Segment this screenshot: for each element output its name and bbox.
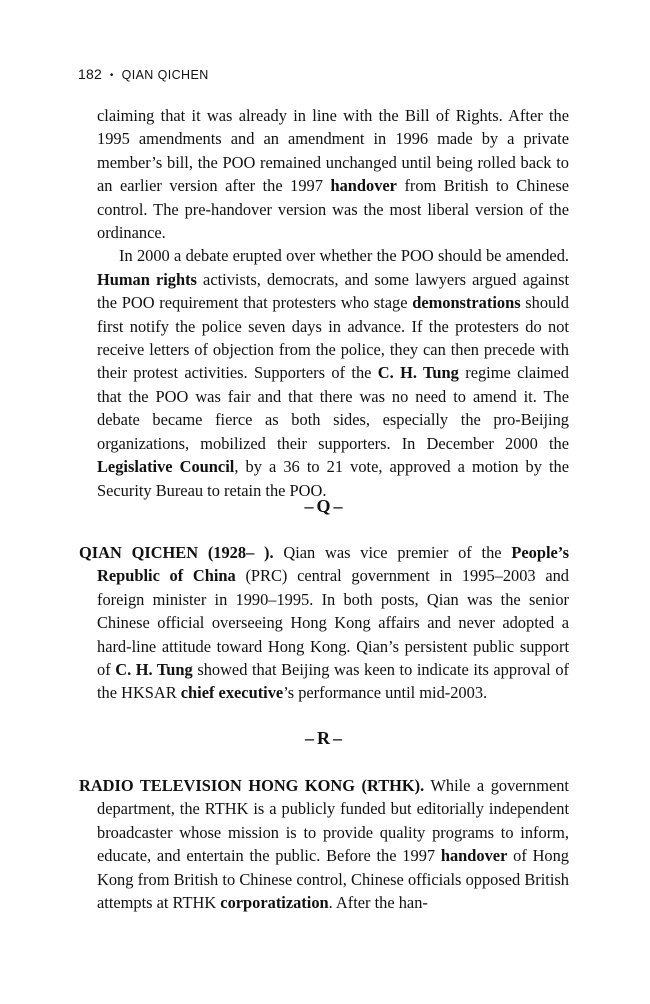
cross-reference: handover: [440, 846, 508, 866]
text-run: showed that Beijing was keen to indicate its approval of the HKSAR: [97, 660, 569, 703]
cross-reference: chief executive: [180, 683, 284, 703]
text-run: While a government department, the RTHK is a publicly funded but editorially independent broadcaster whose mission is to provide quality programs to inform, educate, and entertain the public. Before the 1997: [97, 776, 569, 866]
text-run: should first notify the police seven days in advance. If the protesters do not receive letters of objection from the police, they can then precede with their protest activities. Supporters of the: [97, 293, 570, 383]
text-run: activists, democrats, and some lawyers argued against the POO requirement that protesters who stage: [97, 269, 570, 313]
page-number: 182: [78, 66, 102, 82]
text-run: . After the han-: [328, 893, 428, 913]
text-run: from British to Chinese control. The pre-handover version was the most liberal version of the ordinance.: [97, 176, 570, 243]
section-divider-r: –R–: [305, 728, 345, 748]
paragraph: [79, 541, 569, 705]
paragraph: [97, 244, 569, 501]
text-run: (PRC) central government in 1995–2003 and foreign minister in 1990–1995. In both posts, Qian was the senior Chinese official overseeing Hong Kong affairs and never adopted a hard-line attitude toward Hong Kong. Qian’s persistent public support of: [97, 566, 569, 680]
text-run: In 2000 a debate erupted over whether the POO should be amended.: [119, 246, 569, 266]
text-run: of Hong Kong from British to Chinese control, Chinese officials opposed British attempts at RTHK: [97, 846, 569, 913]
entry-headword: RADIO TELEVISION HONG KONG (RTHK).: [79, 776, 425, 795]
cross-reference: C. H. Tung: [377, 363, 459, 383]
paragraph: [97, 104, 569, 244]
cross-reference: C. H. Tung: [115, 660, 193, 680]
running-head: [78, 66, 209, 82]
text-run: regime claimed that the POO was fair and that there was no need to amend it. The debate became fierce as both sides, especially the pro-Beijing organizations, mobilized their supporters. In December 2000 the: [97, 363, 569, 453]
bullet-separator: •: [109, 70, 114, 81]
cross-reference: corporatization: [220, 893, 329, 913]
paragraph: [79, 774, 569, 914]
cross-reference: handover: [330, 176, 397, 196]
text-run: ’s performance until mid-2003.: [283, 683, 488, 703]
text-run: , by a 36 to 21 vote, approved a motion by the Security Bureau to retain the POO.: [97, 457, 569, 500]
poo-entry-continuation: [97, 104, 569, 502]
cross-reference: People’s Republic of China: [97, 543, 569, 586]
entry-headword: QIAN QICHEN (1928– ).: [79, 543, 274, 562]
entry-rthk: [79, 774, 569, 914]
entry-qian-qichen: [79, 541, 569, 705]
running-title: QIAN QICHEN: [121, 68, 209, 82]
text-run: claiming that it was already in line with the Bill of Rights. After the 1995 amendments and an amendment in 1996 made by a private member’s bill, the POO remained unchanged until being rolled back to an earlier version after the 1997: [97, 106, 569, 196]
cross-reference: Human rights: [97, 269, 197, 289]
cross-reference: Legislative Council: [97, 457, 235, 477]
text-run: Qian was vice premier of the: [273, 543, 512, 562]
section-divider-q: –Q–: [304, 496, 346, 516]
cross-reference: demonstrations: [412, 293, 521, 313]
